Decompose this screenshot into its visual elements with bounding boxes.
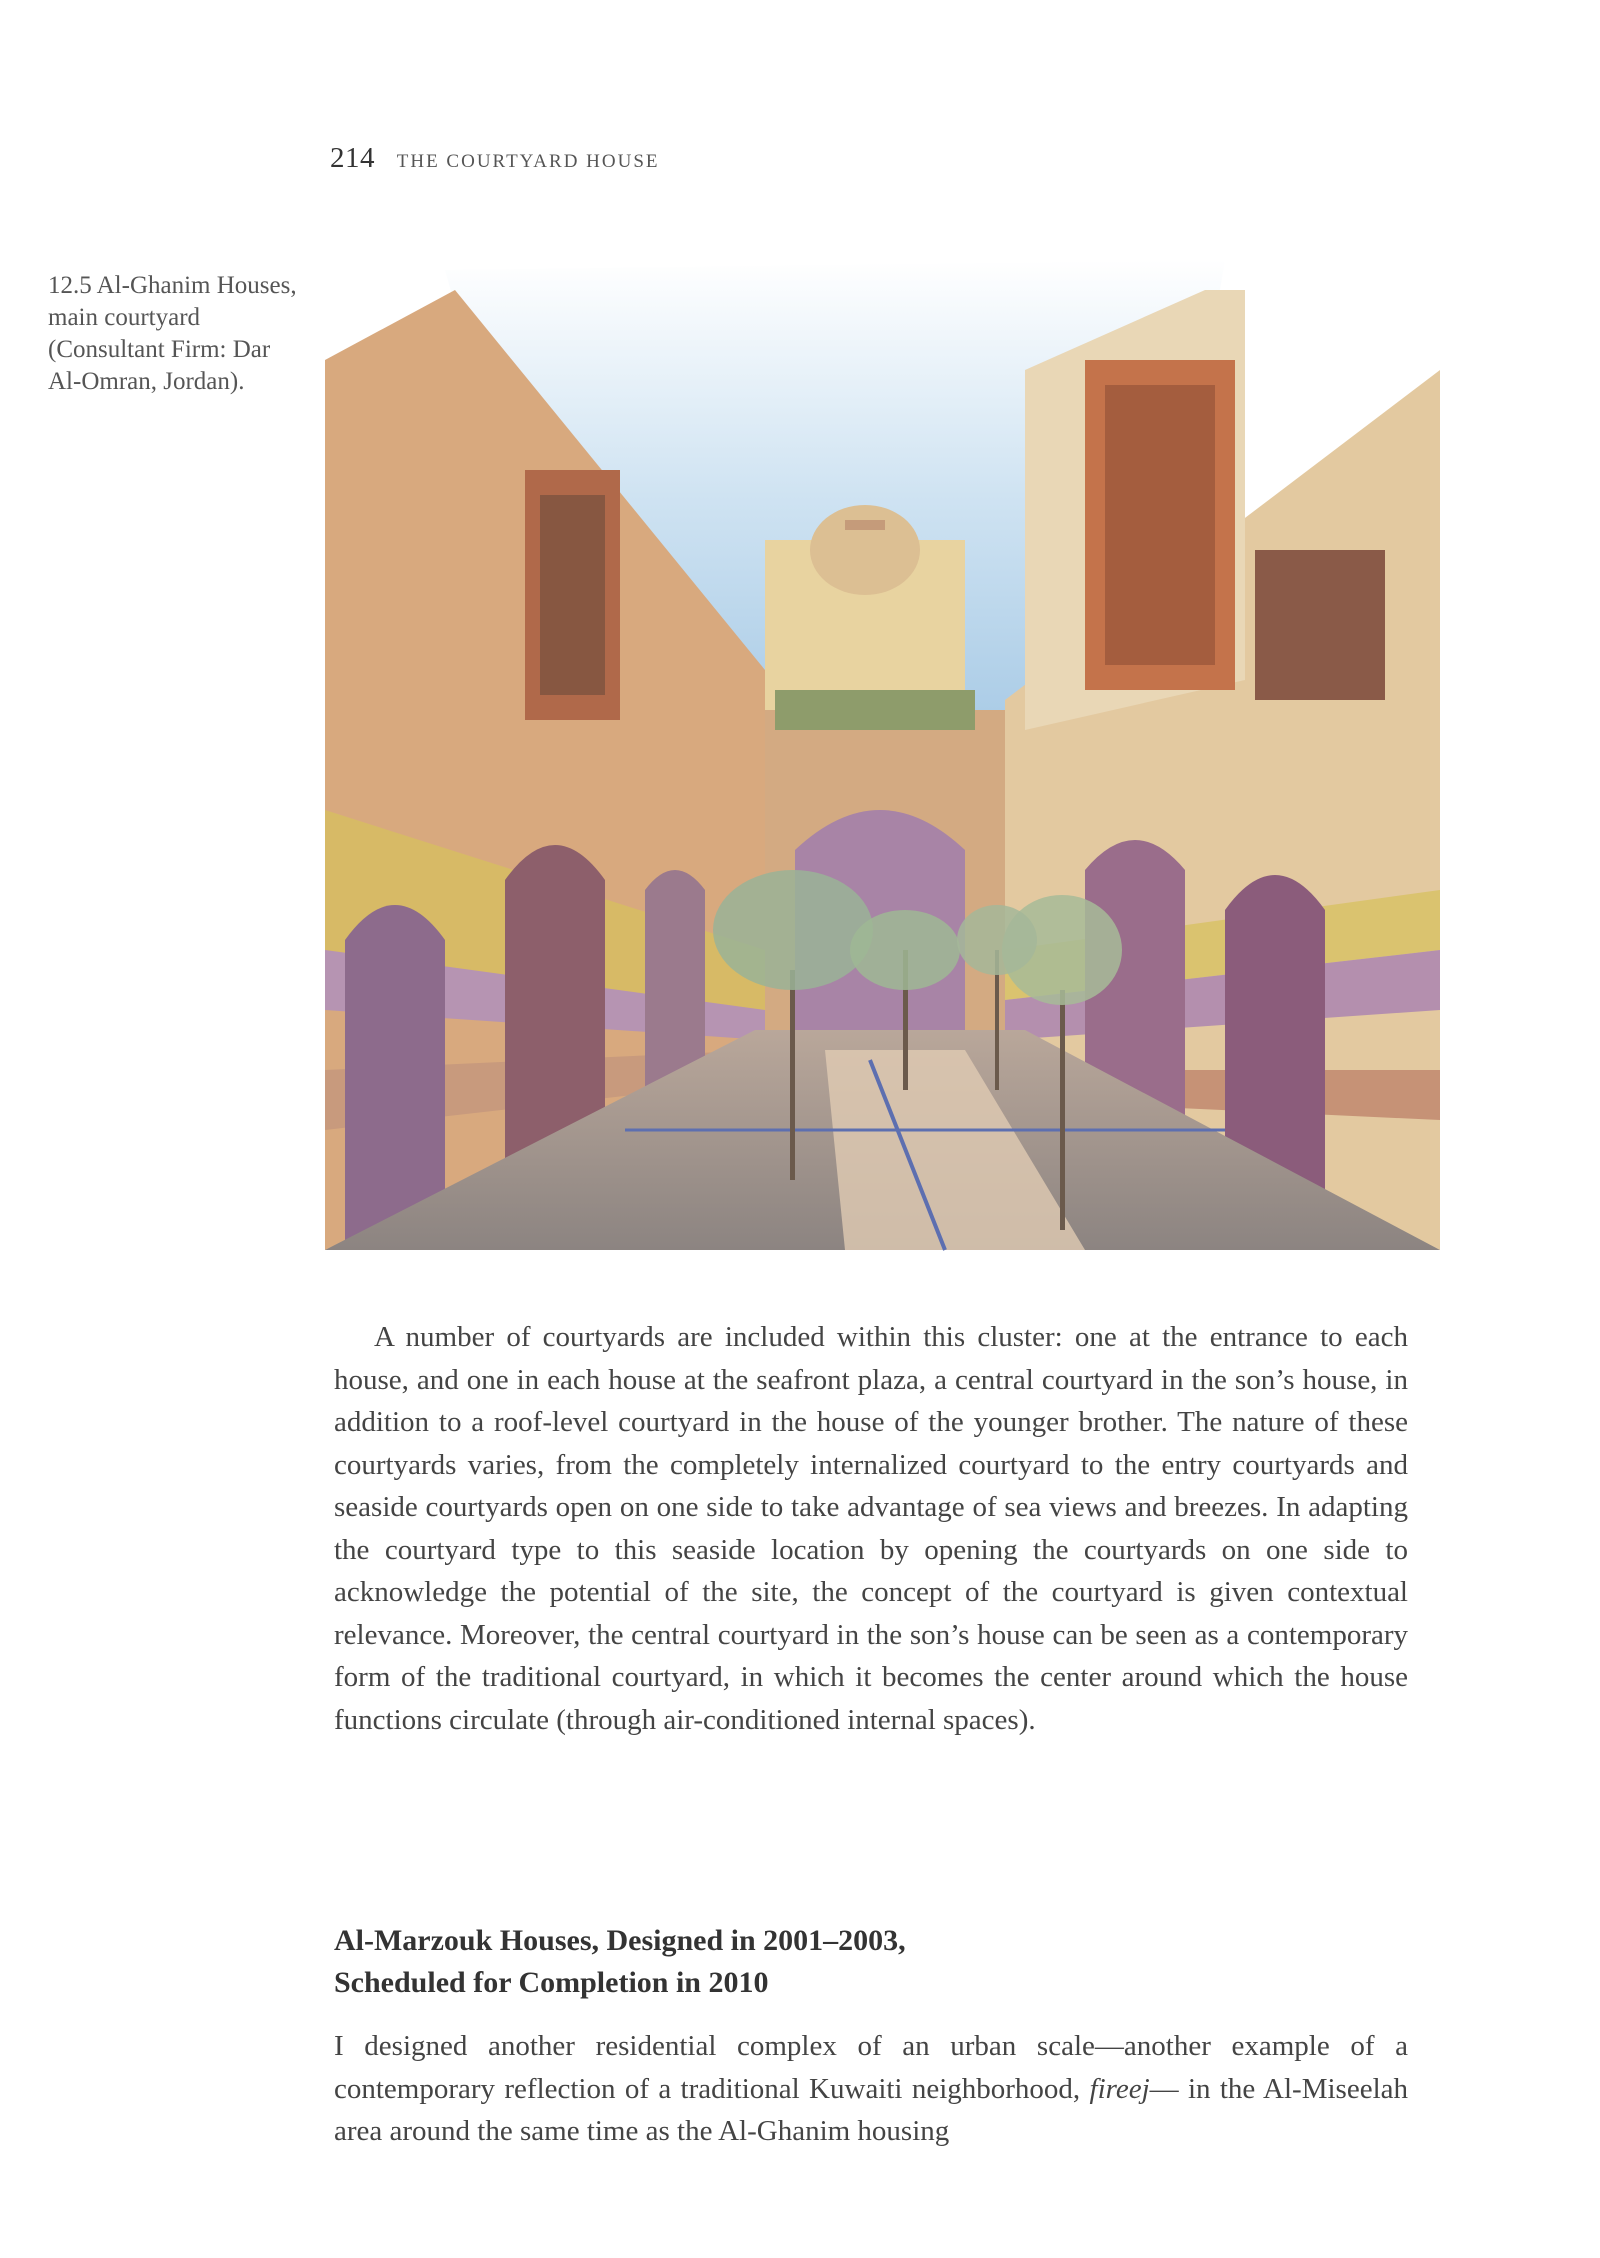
paragraph-2-text-start: I designed another residential complex of an urban scale—another example of a contemporary reflection of a traditional Kuwaiti neighborhood, (334, 2030, 1408, 2105)
page-number: 214 (330, 142, 375, 174)
section-heading-line-1: Al-Marzouk Houses, Designed in 2001–2003, (334, 1924, 906, 1957)
running-header (330, 142, 660, 175)
section-heading (334, 1920, 1334, 2004)
section-heading-line-2: Scheduled for Completion in 2010 (334, 1966, 769, 1999)
body-paragraph-1: A number of courtyards are included within this cluster: one at the entrance to each house, and one in each house at the seafront plaza, a central courtyard in the son’s house, in addition to a roof-level courtyard in the house of the younger brother. The nature of these courtyards varies, from the completely internalized courtyard to the entry courtyards and seaside courtyards open on one side to take advantage of sea views and breezes. In adapting the courtyard type to this seaside location by opening the courtyards on one side to acknowledge the potential of the site, the concept of the courtyard is given contextual relevance. Moreover, the central courtyard in the son’s house can be seen as a contemporary form of the traditional courtyard, in which it becomes the center around which the house functions circulate (through air-conditioned internal spaces). (334, 1321, 1408, 1736)
paragraph-2-text-end: — in the Al-Miseelah area around the same time as the Al-Ghanim housing (334, 2072, 1409, 2147)
figure-caption: 12.5 Al-Ghanim Houses, main courtyard (Consultant Firm: Dar Al-Omran, Jordan). (48, 272, 297, 395)
running-title: THE COURTYARD HOUSE (396, 151, 660, 172)
body-paragraph-2 (334, 2025, 1408, 2153)
paragraph-2-italic-term: fireej (1089, 2072, 1150, 2105)
courtyard-illustration (325, 250, 1440, 1300)
courtyard-sketch-image (325, 250, 1440, 1300)
